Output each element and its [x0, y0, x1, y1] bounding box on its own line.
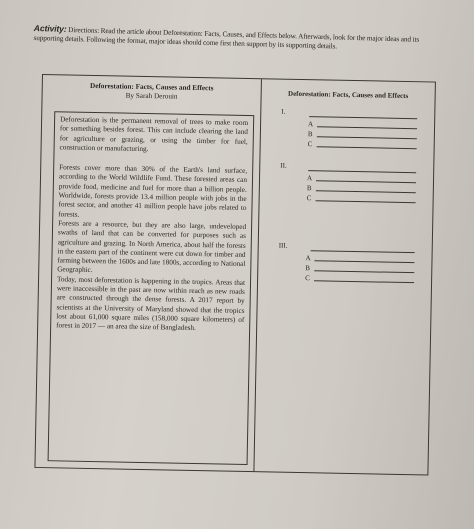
answer-line[interactable] [316, 180, 416, 183]
article-paragraph: Deforestation is the permanent removal of trees to make room for something besides forest. This can include clearing the land for agriculture or grazing, or using the timber for fuel, construction or manufacturing. [59, 115, 249, 153]
article-header [43, 81, 261, 103]
answer-line[interactable] [308, 170, 416, 173]
activity-label: Activity: [33, 23, 67, 34]
worksheet-table [34, 74, 435, 475]
outline-letter: C [305, 274, 310, 283]
outline-header: Deforestation: Facts, Causes and Effects [287, 89, 409, 101]
answer-line[interactable] [316, 190, 416, 193]
outline-letter: C [307, 140, 313, 149]
outline-numeral: I. [281, 107, 286, 116]
answer-line[interactable] [311, 250, 415, 253]
answer-line[interactable] [317, 136, 417, 139]
outline-letter: C [306, 194, 312, 203]
answer-line[interactable] [314, 260, 414, 263]
answer-line[interactable] [314, 280, 414, 283]
article-paragraph: Forests are a resource, but they are also large, undeveloped swaths of land that can be converted for purposes such as agriculture and grazing. In North America, about half the forests in the eastern part of the continent were cut down for timber and farming between the 1600s and late 1800s, according to National Geographic. [57, 219, 247, 275]
article-box [48, 111, 255, 465]
outline-letter: B [305, 264, 311, 273]
article-title: Deforestation: Facts, Causes and Effects [89, 81, 214, 93]
answer-line[interactable] [317, 126, 417, 129]
outline-letter: B [307, 130, 313, 139]
article-paragraph: Today, most deforestation is happening in the tropics. Areas that were inaccessible in the past are now within reach as new roads are constructed through the dense forests. A 2017 report by scientists at the University of Maryland showed that the tropics lost about 61,000 square miles (158,000 square kilometers) of forest in 2017 — an area the size of Bangladesh. [56, 275, 246, 333]
outline-letter: A [308, 120, 314, 129]
outline-letter: A [306, 174, 313, 183]
outline-column [254, 79, 434, 474]
answer-line[interactable] [317, 146, 417, 149]
answer-line[interactable] [309, 116, 417, 119]
article-paragraph: Forests cover more than 30% of the Earth's land surface, according to the World Wildlife Fund. These forested areas can provide food, medicine and fuel for more than a billion people. Worldwide, forests provide 13.4 million people with jobs in the forest sector, and another 41 million people have jobs related to forests. [58, 163, 248, 219]
answer-line[interactable] [316, 200, 416, 203]
answer-line[interactable] [314, 270, 414, 273]
outline-numeral: III. [278, 241, 288, 250]
outline-letter: B [306, 184, 312, 193]
article-column [35, 75, 261, 471]
activity-directions [33, 24, 428, 54]
article-author: By Sarah Derouin [125, 91, 178, 101]
outline-letter: A [305, 254, 311, 263]
outline-numeral: II. [280, 161, 287, 170]
directions-text: Directions: Read the article about Deforestation: Facts, Causes, and Effects below. Afterwards, look for the major ideas and its supporting details. Following the format, major ideas should come first then support by its supporting details. [33, 25, 420, 51]
